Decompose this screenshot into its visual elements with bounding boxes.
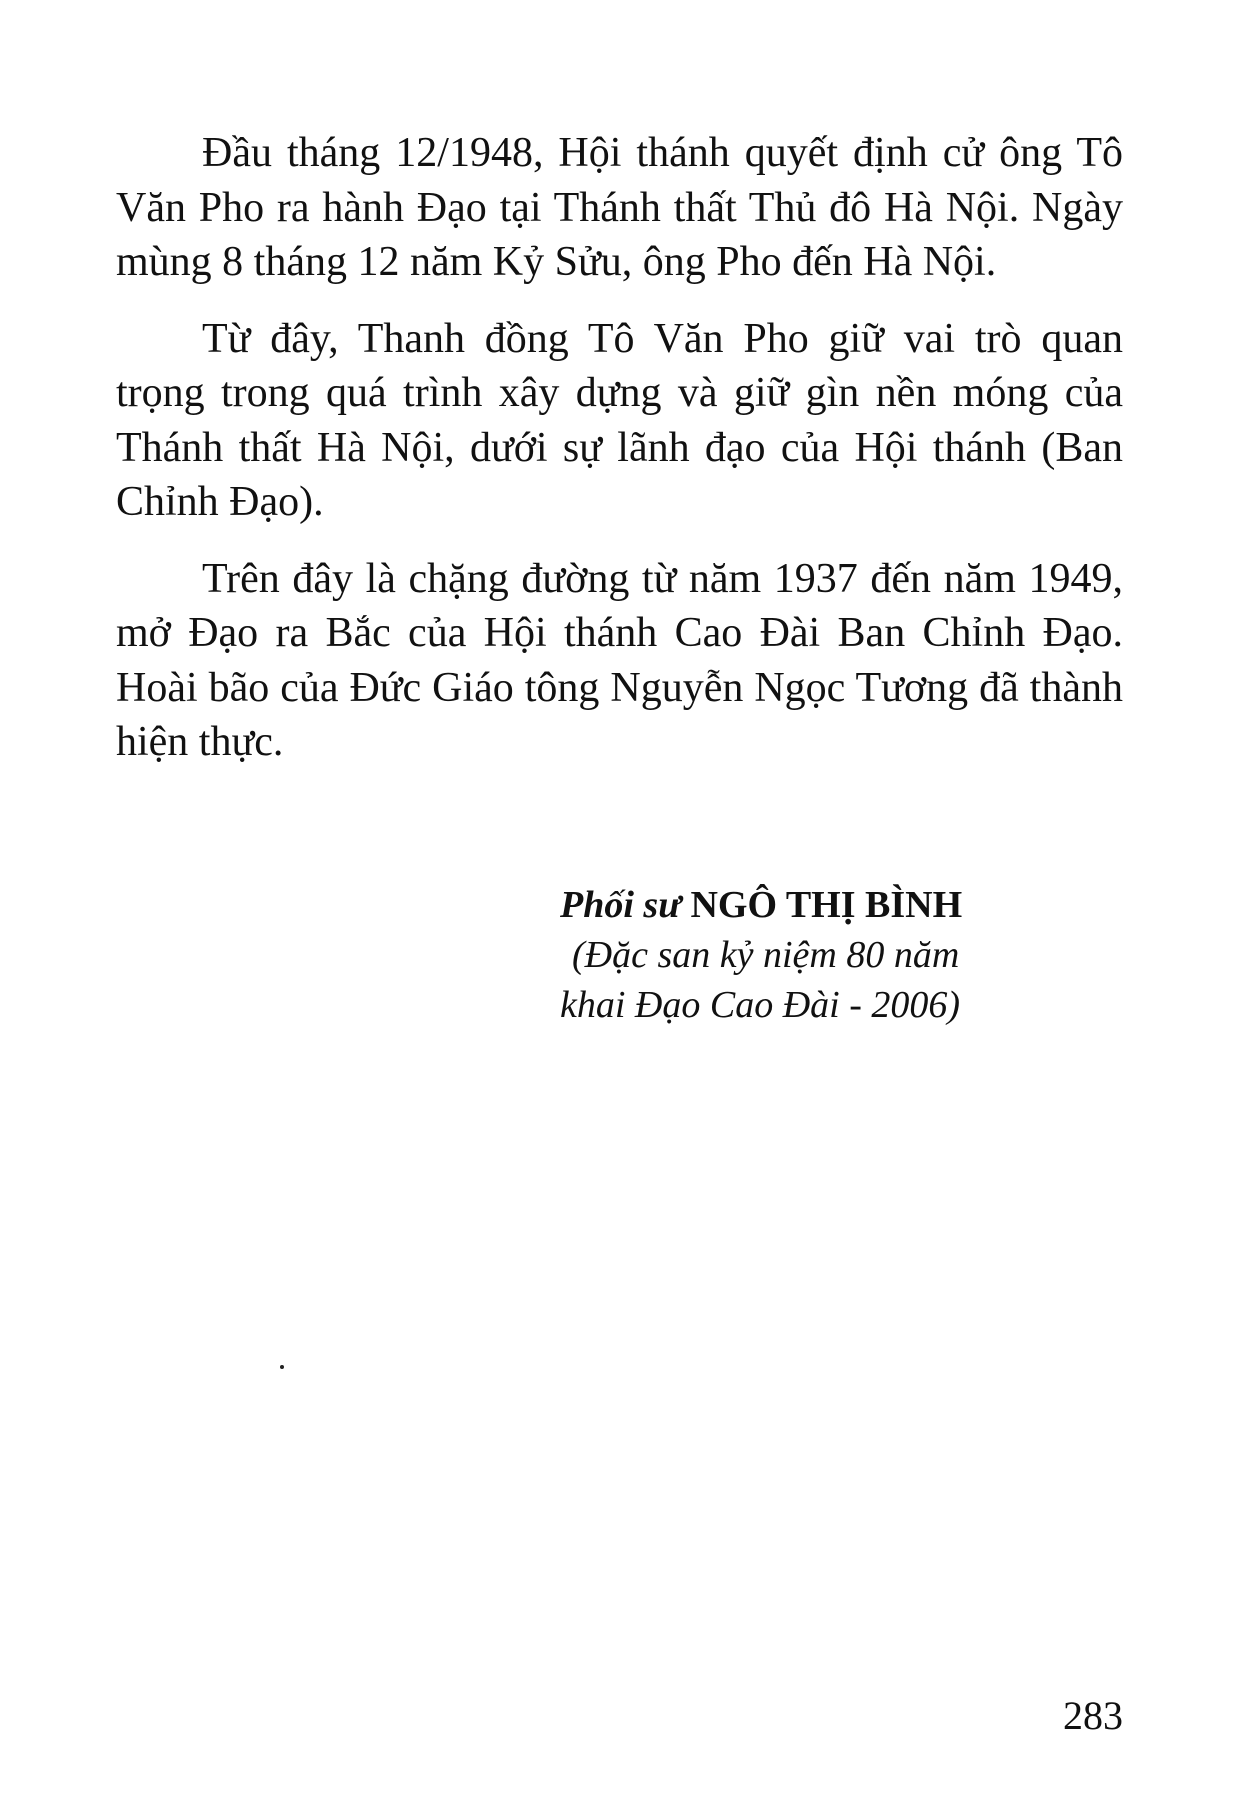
signature-name: NGÔ THỊ BÌNH xyxy=(690,884,963,926)
paragraph-1: Đầu tháng 12/1948, Hội thánh quyết định cử ông Tô Văn Pho ra hành Đạo tại Thánh thất Thủ đô Hà Nội. Ngày mùng 8 tháng 12 năm Kỷ Sửu, ông Pho đến Hà Nội. xyxy=(116,130,1123,285)
paragraph-3: Trên đây là chặng đường từ năm 1937 đến năm 1949, mở Đạo ra Bắc của Hội thánh Cao Đài Ban Chỉnh Đạo. Hoài bão của Đức Giáo tông Nguyễn Ngọc Tương đã thành hiện thực. xyxy=(116,555,1123,765)
signature-author-line xyxy=(560,880,1020,930)
signature-block xyxy=(560,880,1020,1030)
signature-title: Phối sư xyxy=(560,884,681,926)
signature-source-line-1: (Đặc san kỷ niệm 80 năm xyxy=(572,934,960,976)
paragraph-2: Từ đây, Thanh đồng Tô Văn Pho giữ vai trò quan trọng trong quá trình xây dựng và giữ gìn nền móng của Thánh thất Hà Nội, dưới sự lãnh đạo của Hội thánh (Ban Chỉnh Đạo). xyxy=(116,315,1123,525)
stray-ink-dot xyxy=(280,1365,284,1369)
signature-source-line-2: khai Đạo Cao Đài - 2006) xyxy=(560,984,961,1026)
body-text xyxy=(116,126,1123,792)
page-number: 283 xyxy=(1063,1693,1123,1738)
